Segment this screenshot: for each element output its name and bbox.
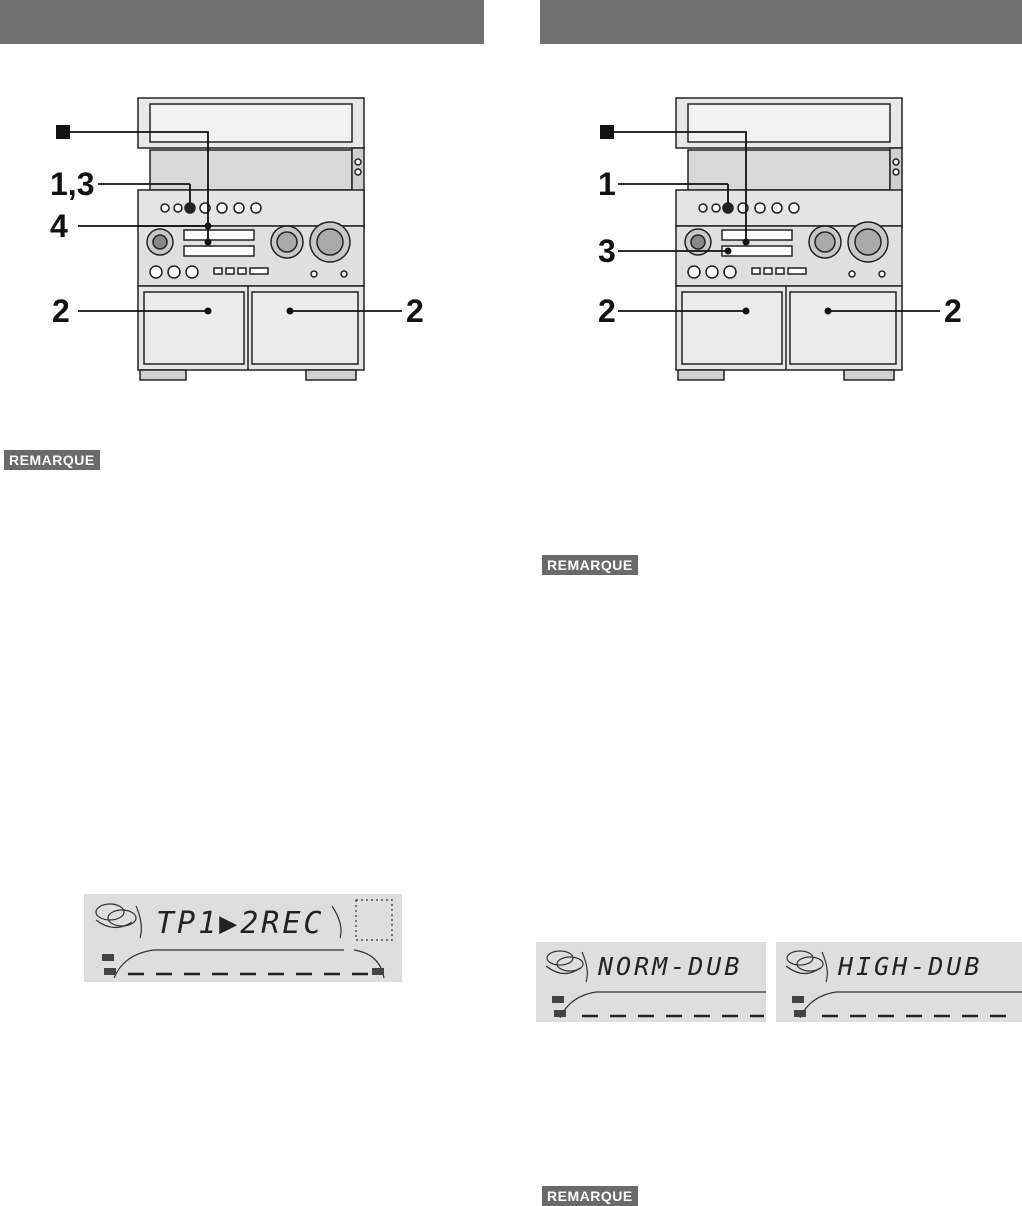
- callout-step-2-left: 2: [52, 293, 70, 329]
- stop-symbol-icon: [600, 125, 614, 139]
- callout-step-1: 1: [598, 166, 616, 202]
- stereo-diagram-right: [540, 90, 1022, 390]
- stereo-diagram-left: [0, 90, 484, 390]
- note-badge: REMARQUE: [542, 555, 638, 575]
- right-column: [540, 0, 1022, 1206]
- note-badge: REMARQUE: [542, 1186, 638, 1206]
- callout-step-4: 4: [50, 208, 68, 244]
- section-header-bar: [0, 0, 484, 44]
- stereo-illustration: [0, 90, 484, 390]
- stop-symbol-icon: [56, 125, 70, 139]
- lcd-display: [84, 894, 402, 982]
- lcd-readout: HIGH-DUB: [838, 952, 983, 981]
- callout-step-2-right: 2: [944, 293, 962, 329]
- lcd-readout: TP1▶2REC: [156, 906, 325, 941]
- section-header-bar: [540, 0, 1022, 44]
- callout-step-3: 3: [598, 233, 616, 269]
- note-badge: REMARQUE: [4, 450, 100, 470]
- callout-step-2-left: 2: [598, 293, 616, 329]
- lcd-readout: NORM-DUB: [598, 952, 743, 981]
- callout-step-1-3: 1,3: [50, 166, 95, 202]
- left-column: [0, 0, 484, 1206]
- callout-step-2-right: 2: [406, 293, 424, 329]
- lcd-display-high: [776, 942, 1022, 1022]
- lcd-display-norm: [536, 942, 766, 1022]
